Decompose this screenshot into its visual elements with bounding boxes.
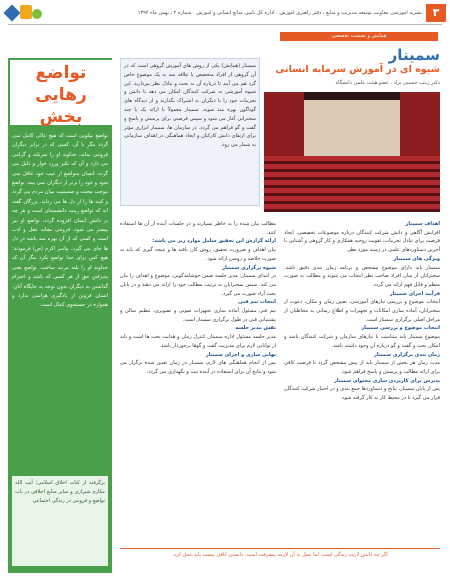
section-heading: فرآیند اجرای سمینار — [389, 290, 440, 297]
seat-rows — [264, 156, 440, 212]
stage-shape — [300, 100, 404, 156]
article-author: دکتر زینب حسینی نژاد . عضو هیئت علمی دانشگاه — [335, 80, 440, 86]
sidebar-body: تواضع نیکویی است که هیچ عالی کامل نمی گردد مگر با آن. کسی که در برابر دیگران فروتنی نماید، خداوند او را سربلند و گرامی می دارد و آن که تکبر ورزد خوار و ذلیل می گردد. انسان متواضع از عیب خود غافل نمی شود و خود را برتر از دیگران نمی بیند. تواضع موجب محبت و صمیمیت میان مردم می گردد و کینه ها را از دل ها می زداید. بزرگان گفته اند که تواضع زینت دانشمندان است و هر چه بر دانش انسان افزوده گردد، تواضع او نیز بیشتر می شود. فروتنی نشانه عقل و ادب است و کسی که از آن بهره مند باشد در دل ها جای می گیرد. پیامبر اکرم (ص) فرمودند: هیچ کس برای خدا تواضع نکرد مگر آن که خداوند او را بلند مرتبه ساخت. تواضع یعنی پذیرفتن حق از هر کسی که باشد و احترام گذاشتن به دیگران بدون توجه به جایگاه آنان. انسان فروتن از یادگیری هراسی ندارد و همواره در جستجوی کمال است. — [12, 133, 108, 309]
section-paragraph: انتخاب موضوع و بررسی نیازهای آموزشی، تعیین زمان و مکان، دعوت از سخنرانان، آماده سازی امکانات و تجهیزات و اطلاع رسانی به مخاطبان از مراحل اصلی برگزاری سمینار است. — [284, 299, 440, 323]
auditorium-photo — [264, 92, 440, 212]
article-title: سمینار — [388, 46, 440, 64]
intro-text: سمینار (همایش) یکی از روش های آموزش گروهی است که در آن گروهی از افراد متخصص یا علاقه مند به یک موضوع خاص گرد هم می آیند تا درباره آن به بحث و تبادل نظر بپردازند. این شیوه آموزشی به شرکت کنندگان امکان می دهد تا دانش و تجربیات خود را با دیگران به اشتراک بگذارند و از دیدگاه های گوناگون بهره مند شوند. سمینار معمولاً با ارائه یک یا چند سخنرانی آغاز می شود و سپس فرصتی برای پرسش و پاسخ و گفت و گو فراهم می گردد. در سازمان ها، سمینار ابزاری مؤثر برای ارتقای دانش کارکنان و ایجاد هماهنگی در اهداف سازمانی به شمار می رود. — [124, 63, 256, 149]
section-paragraph: مدیر جلسه مسئول اداره سمینار، کنترل زمان و هدایت بحث ها است و باید از توانایی لازم برای مدیریت گفت و گوها برخوردار باشد. — [120, 334, 276, 349]
section-paragraph: بیان اهداف و ضرورت تحقیق، روش کار، یافته ها و نتیجه گیری که باید به صورت خلاصه و روشن ارائه شود. — [120, 247, 276, 262]
section-paragraph: سمینار باید دارای موضوع مشخص و برنامه زمان بندی دقیق باشد. سخنرانان از میان افراد صاحب نظر انتخاب می شوند و مطالب به صورت منظم و قابل فهم ارائه می گردد. — [284, 264, 440, 288]
sidebar-title: تواضع رهایی بخش — [35, 63, 87, 127]
right-column — [284, 220, 440, 542]
sidebar-footer: برگرفته از کتاب اخلاق اسلامی؛ آیت الله مکارم شیرازی و سایر منابع اخلاقی در باب تواضع و فروتنی در زندگی اجتماعی — [12, 476, 108, 566]
publication-logo-icon — [4, 3, 46, 23]
section-heading: ارائه گزارش این تحقیق شامل موارد زیر می باشد: — [152, 238, 276, 245]
section-paragraph: مدت زمان هر بخش از سمینار باید از پیش مشخص گردد تا فرصت کافی برای ارائه مطالب و پرسش و پاسخ فراهم شود. — [284, 360, 440, 375]
page-footer: اگر چه دانش لازمه زندگی است، اما عمل به آن لازمه پیشرفت است. دانستن کافی نیست باید عمل کرد. — [120, 548, 440, 558]
section-paragraph: پس از انجام هماهنگی های لازم، سمینار در زمان تعیین شده برگزار می شود و نتایج آن برای استفاده در آینده ثبت و نگهداری می گردد. — [120, 360, 276, 375]
section-paragraph: در ابتدای سمینار، مدیر جلسه ضمن خوشامدگویی، موضوع و اهداف را بیان می کند. سپس سخنرانان به ترتیب مطالب خود را ارائه می دهند و در پایان بحث آزاد صورت می گیرد. — [120, 273, 276, 297]
section-paragraph: تیم فنی مسئول آماده سازی تجهیزات صوتی و تصویری، تنظیم سالن و پشتیبانی فنی در طول برگزاری سمینار است. — [120, 308, 276, 323]
section-heading: انتخاب تیم فنی — [238, 299, 276, 306]
section-paragraph: افزایش آگاهی و دانش شرکت کنندگان درباره موضوعات تخصصی، ایجاد فرصت برای تبادل تجربیات، تقویت روحیه همکاری و کار گروهی و آشنایی با آخرین دستاوردهای علمی در زمینه مورد نظر. — [284, 229, 440, 254]
section-heading: انتخاب موضوع و بررسی سمینار — [361, 325, 440, 332]
section-heading: شیوه برگزاری سمینار — [222, 264, 276, 271]
header-divider — [8, 24, 442, 25]
page-number: ۳ — [426, 4, 446, 22]
section-paragraph: مطالب بیان شده را به خاطر بسپارند و در جلسات آینده از آن ها استفاده کنند. — [120, 221, 276, 236]
section-heading: زمان بندی برگزاری سمینار — [373, 351, 440, 358]
section-paragraph: پس از پایان سمینار، نتایج و دستاوردها جمع بندی و در اختیار شرکت کنندگان قرار می گیرد تا در محیط کار به کار گرفته شود. — [284, 386, 440, 402]
section-paragraph: موضوع سمینار باید متناسب با نیازهای سازمان و شرکت کنندگان باشد و امکان بحث و گفت و گو درباره آن وجود داشته باشد. — [284, 334, 440, 349]
section-heading: نهایی سازی و اجرای سمینار — [205, 351, 276, 358]
section-heading: ویژگی های سمینار — [393, 255, 440, 262]
section-heading: پذیرش برای کاربردی سازی محتوای سمینار — [334, 377, 440, 384]
page-header — [0, 0, 450, 26]
article-subtitle: شیوه ای در آموزش سرمایه انسانی — [275, 64, 440, 75]
section-heading: اهداف سمینار — [405, 221, 440, 227]
middle-column — [120, 220, 276, 542]
header-line: نشریه آموزشی معاونت توسعه مدیریت و منابع ـ دفتر راهبری آموزش . اداره کل تامین منابع انسانی و آموزش . شماره ۲ ـ بهمن ماه ۱۳۹۴ — [137, 10, 422, 16]
article-eyebrow: همایش و نشست تخصصی — [280, 32, 438, 41]
section-heading: نقش مدیر جلسه — [235, 325, 276, 332]
